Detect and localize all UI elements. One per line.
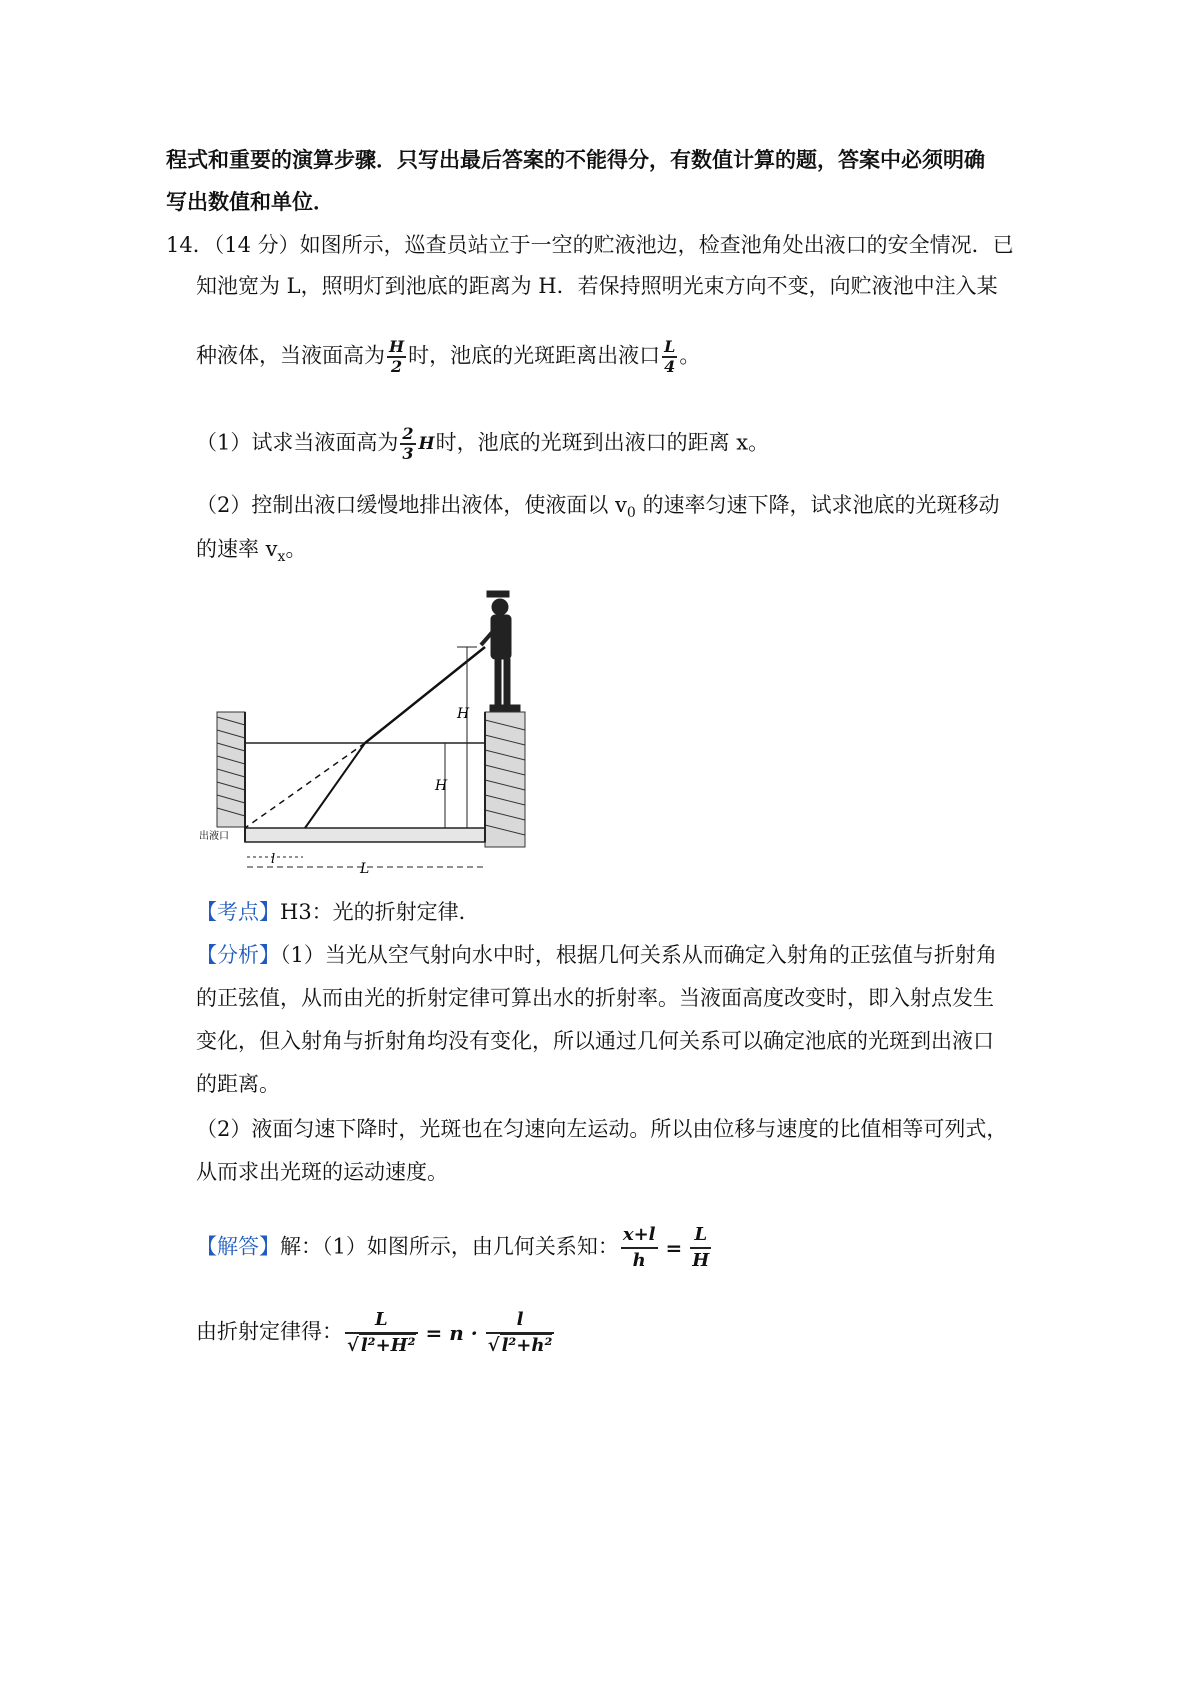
fraction-l-over-4: $\frac{L}{4}$ (664, 337, 676, 376)
question-2-text-a: （2）控制出液口缓慢地排出液体，使液面以 v (196, 493, 627, 517)
jieda-line-1 (196, 1223, 713, 1273)
eq1-lhs-fraction: $\frac{x+l}{h}$ (622, 1224, 656, 1271)
jieda-text: 解：（1）如图所示，由几何关系知： (280, 1234, 619, 1259)
question-2-line-2-text-b: 。 (285, 537, 307, 561)
jieda-line-2-text: 由折射定律得： (196, 1319, 343, 1344)
kaodian-line (196, 897, 480, 927)
fraction-2-over-3: $\frac{2}{3}$ (402, 424, 414, 463)
subscript-x: x (277, 549, 286, 566)
jieda-tag: 【解答】 (196, 1234, 280, 1259)
fenxi-line-2: 的正弦值，从而由光的折射定律可算出水的折射率。当液面高度改变时，即入射点发生 (196, 986, 994, 1010)
eq2-mid: = n · (425, 1321, 478, 1345)
instructions-line-1: 程式和重要的演算步骤．只写出最后答案的不能得分，有数值计算的题，答案中必须明确 (166, 147, 985, 172)
jieda-line-2 (196, 1308, 556, 1358)
inspector-figure (481, 591, 520, 711)
refracted-beam (305, 743, 365, 828)
sqrt-sign-2: √ (487, 1335, 500, 1356)
pool-diagram (195, 585, 545, 885)
original-beam-dashed (245, 743, 365, 828)
label-l: l (271, 852, 276, 867)
question-2-text-b: 的速率匀速下降，试求池底的光斑移动 (635, 493, 1000, 517)
question-2-line-1 (196, 490, 1000, 528)
problem-line-3-text-b: 时，池底的光斑距离出液口 (408, 343, 661, 368)
question-1 (196, 425, 769, 463)
left-ground-hatch (217, 712, 245, 827)
problem-line-2: 知池宽为 L，照明灯到池底的距离为 H．若保持照明光束方向不变，向贮液池中注入某 (196, 274, 998, 298)
var-h: H (418, 434, 435, 454)
label-L: L (360, 861, 370, 877)
fenxi-tag: 【分析】 (196, 943, 280, 967)
eq2-rhs-fraction: $\frac{l}{\text{√ l²+h²}}$ (487, 1309, 553, 1356)
fenxi-line-3: 变化，但入射角与折射角均没有变化，所以通过几何关系可以确定池底的光斑到出液口 (196, 1029, 994, 1053)
eq2-lhs-fraction: $\frac{L}{\text{√ l²+H²}}$ (347, 1309, 416, 1356)
eq1-equals: = (665, 1236, 683, 1260)
fraction-h-over-2: $\frac{H}{2}$ (389, 337, 405, 376)
instructions-line-2: 写出数值和单位． (166, 189, 334, 214)
fenxi-line-6: 从而求出光斑的运动速度。 (196, 1160, 448, 1184)
fenxi-line-5: （2）液面匀速下降时，光斑也在匀速向左运动。所以由位移与速度的比值相等可列式， (196, 1117, 1008, 1141)
right-ground-hatch (485, 712, 525, 847)
question-1-text-b: 时，池底的光斑到出液口的距离 x。 (435, 430, 770, 455)
question-1-text-a: （1）试求当液面高为 (196, 430, 399, 455)
question-2-line-2 (196, 534, 306, 572)
fenxi-line-4: 的距离。 (196, 1072, 280, 1096)
fenxi-line-1 (196, 940, 997, 970)
pool-floor (245, 828, 485, 842)
problem-line-3 (196, 338, 700, 376)
fenxi-text-1: （1）当光从空气射向水中时，根据几何关系从而确定入射角的正弦值与折射角 (280, 943, 997, 967)
eq1-rhs-fraction: $\frac{L}{H}$ (692, 1224, 710, 1271)
label-outlet: 出液口 (199, 831, 229, 842)
kaodian-tag: 【考点】 (196, 900, 280, 924)
label-H: H (457, 706, 470, 722)
problem-line-1: 14．（14 分）如图所示，巡查员站立于一空的贮液池边，检查池角处出液口的安全情况．已 (166, 233, 1014, 257)
sqrt-sign: √ (347, 1335, 359, 1356)
label-h: H (435, 778, 448, 794)
question-2-line-2-text-a: 的速率 v (196, 537, 278, 561)
subscript-0: 0 (626, 505, 636, 522)
problem-line-3-text-a: 种液体，当液面高为 (196, 343, 385, 368)
kaodian-text: H3：光的折射定律． (280, 900, 480, 924)
problem-line-3-text-c: 。 (679, 343, 701, 368)
